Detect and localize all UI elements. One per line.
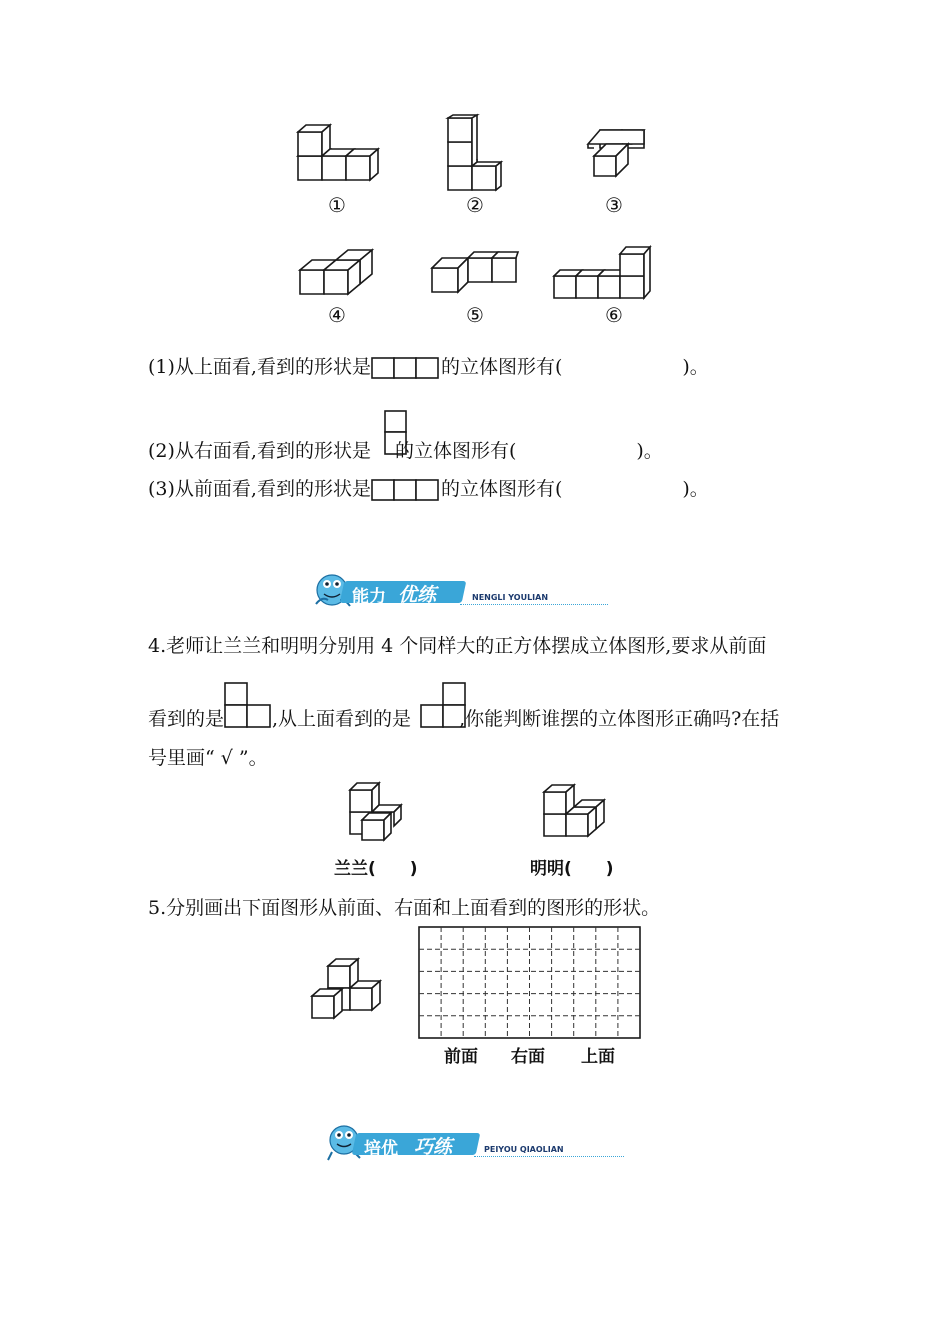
banner1-title-b: 优练 <box>398 584 437 606</box>
q3-part3 <box>148 477 709 501</box>
lanlan-cubes <box>346 780 406 840</box>
grid-label-right: 右面 <box>511 1047 545 1067</box>
figure-3-label: ③ <box>605 193 623 217</box>
q5-cubes <box>308 944 384 1020</box>
figure-5-label: ⑤ <box>466 303 484 327</box>
figure-4-cubes <box>298 246 374 298</box>
figure-2-label: ② <box>466 193 484 217</box>
three-squares-row-icon <box>371 479 441 501</box>
q3-part2 <box>148 439 663 463</box>
banner1-subtitle: NENGLI YOULIAN <box>472 593 549 602</box>
grid-label-front: 前面 <box>444 1047 478 1067</box>
q3-part3-prefix: (3)从前面看,看到的形状是 <box>148 478 371 500</box>
q4-line2-c: ,你能判断谁摆的立体图形正确吗?在括 <box>459 708 780 730</box>
figure-3-cubes <box>586 126 646 178</box>
banner1-title-a: 能力 <box>352 587 386 607</box>
q3-part3-suffix: 的立体图形有( <box>440 478 563 500</box>
q5-text: 5.分别画出下面图形从前面、右面和上面看到的图形的形状。 <box>148 897 661 919</box>
banner2-title-a: 培优 <box>364 1139 398 1159</box>
mingming-label: 明明( ) <box>530 859 614 879</box>
banner2-title-b: 巧练 <box>414 1136 453 1158</box>
lanlan-label: 兰兰( ) <box>334 859 418 879</box>
drawing-grid[interactable] <box>418 926 642 1040</box>
q3-part1-close: )。 <box>682 356 709 378</box>
figure-4-label: ④ <box>328 303 346 327</box>
q3-part1 <box>148 355 709 379</box>
figure-6-label: ⑥ <box>605 303 623 327</box>
mingming-cubes <box>540 780 610 840</box>
three-squares-row-icon <box>371 357 441 379</box>
q4-line3: 号里画“ √ ”。 <box>148 747 268 769</box>
q3-part3-close: )。 <box>682 478 709 500</box>
figure-6-cubes <box>552 244 656 302</box>
q3-part2-suffix: 的立体图形有( <box>394 440 517 462</box>
banner-dotted-line <box>474 1156 624 1157</box>
figure-2-cubes <box>446 114 504 194</box>
banner-dotted-line <box>460 604 608 605</box>
figure-1-cubes <box>296 124 378 184</box>
figure-5-cubes <box>430 250 520 296</box>
q4-line2-b: ,从上面看到的是 <box>272 708 412 730</box>
banner2-subtitle: PEIYOU QIAOLIAN <box>484 1145 564 1154</box>
q4-line2 <box>148 707 779 731</box>
figure-1-label: ① <box>328 193 346 217</box>
q3-part1-prefix: (1)从上面看,看到的形状是 <box>148 356 371 378</box>
section-banner-peiyou <box>324 1122 634 1162</box>
q4-line1: 4.老师让兰兰和明明分别用 4 个同样大的正方体摆成立体图形,要求从前面 <box>148 635 767 657</box>
q3-part1-suffix: 的立体图形有( <box>440 356 563 378</box>
q3-part2-close: )。 <box>636 440 663 462</box>
grid-label-top: 上面 <box>581 1047 615 1067</box>
q3-part2-prefix: (2)从右面看,看到的形状是 <box>148 440 371 462</box>
q4-line2-a: 看到的是 <box>148 708 225 730</box>
section-banner-nengli <box>312 570 612 610</box>
